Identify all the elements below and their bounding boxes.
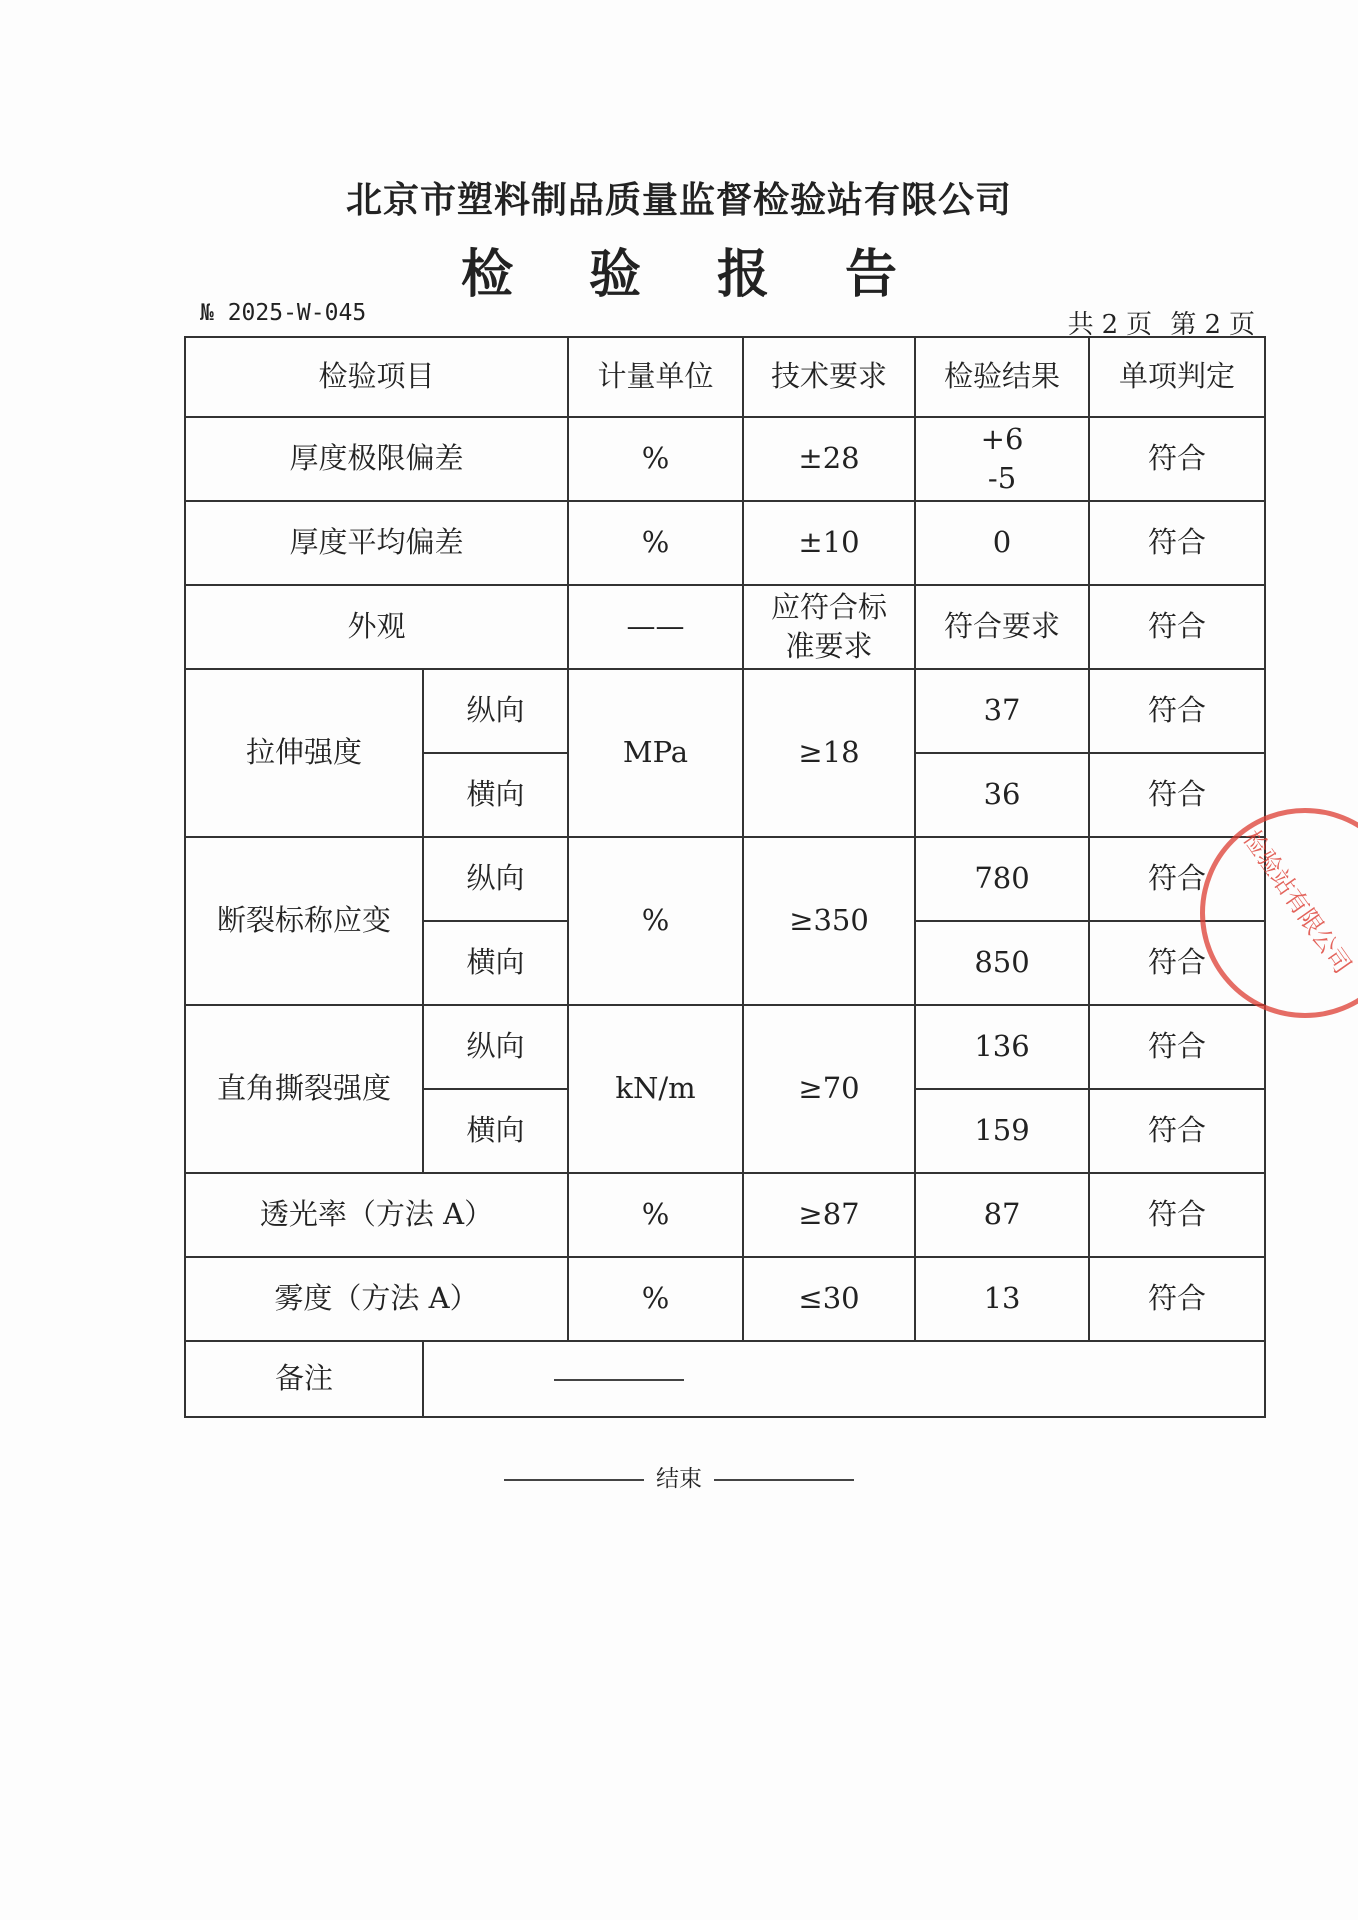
item-name: 外观 xyxy=(185,585,568,669)
result-cell: 850 xyxy=(915,921,1089,1005)
header-item: 检验项目 xyxy=(185,337,568,417)
table-row xyxy=(185,669,1265,753)
unit-cell: % xyxy=(568,837,743,1005)
unit-cell: % xyxy=(568,1173,743,1257)
remarks-row xyxy=(185,1341,1265,1417)
unit-cell: MPa xyxy=(568,669,743,837)
requirement-cell: ≥70 xyxy=(743,1005,915,1173)
verdict-cell: 符合 xyxy=(1089,921,1265,1005)
result-cell: 136 xyxy=(915,1005,1089,1089)
end-marker: 结束 xyxy=(0,1460,1358,1493)
header-unit: 计量单位 xyxy=(568,337,743,417)
unit-cell: % xyxy=(568,417,743,501)
header-verdict: 单项判定 xyxy=(1089,337,1265,417)
item-name: 透光率（方法 A） xyxy=(185,1173,568,1257)
item-name: 厚度平均偏差 xyxy=(185,501,568,585)
verdict-cell: 符合 xyxy=(1089,585,1265,669)
unit-cell: —— xyxy=(568,585,743,669)
verdict-cell: 符合 xyxy=(1089,1173,1265,1257)
verdict-cell: 符合 xyxy=(1089,837,1265,921)
requirement-cell: 应符合标 准要求 xyxy=(743,585,915,669)
requirement-cell: ±28 xyxy=(743,417,915,501)
report-title: 检验报告 xyxy=(460,244,973,305)
stamp-text: 检验站有限公司 xyxy=(1237,825,1357,979)
table-row xyxy=(185,1005,1265,1089)
end-line-right xyxy=(714,1479,854,1481)
verdict-cell: 符合 xyxy=(1089,669,1265,753)
page-indicator: 共 2 页 第 2 页 xyxy=(1067,310,1257,340)
item-name: 断裂标称应变 xyxy=(185,837,423,1005)
header-result: 检验结果 xyxy=(915,337,1089,417)
table-row xyxy=(185,837,1265,921)
item-name: 雾度（方法 A） xyxy=(185,1257,568,1341)
remarks-label: 备注 xyxy=(185,1341,423,1417)
unit-cell: % xyxy=(568,501,743,585)
direction-cell: 横向 xyxy=(423,921,568,1005)
requirement-cell: ≥350 xyxy=(743,837,915,1005)
requirement-cell: ≤30 xyxy=(743,1257,915,1341)
unit-cell: kN/m xyxy=(568,1005,743,1173)
direction-cell: 横向 xyxy=(423,753,568,837)
result-cell: 780 xyxy=(915,837,1089,921)
company-name: 北京市塑料制品质量监督检验站有限公司 xyxy=(345,179,1012,221)
requirement-cell: ≥87 xyxy=(743,1173,915,1257)
result-cell: 符合要求 xyxy=(915,585,1089,669)
report-number: № 2025-W-045 xyxy=(200,300,367,326)
table-row xyxy=(185,417,1265,501)
inspection-table xyxy=(184,336,1266,1418)
verdict-cell: 符合 xyxy=(1089,501,1265,585)
table-row xyxy=(185,585,1265,669)
item-name: 直角撕裂强度 xyxy=(185,1005,423,1173)
result-cell: 159 xyxy=(915,1089,1089,1173)
requirement-cell: ±10 xyxy=(743,501,915,585)
direction-cell: 纵向 xyxy=(423,669,568,753)
remarks-value xyxy=(423,1341,1265,1417)
verdict-cell: 符合 xyxy=(1089,1089,1265,1173)
result-cell: 13 xyxy=(915,1257,1089,1341)
empty-dash xyxy=(554,1379,684,1381)
verdict-cell: 符合 xyxy=(1089,417,1265,501)
result-cell: 87 xyxy=(915,1173,1089,1257)
direction-cell: 横向 xyxy=(423,1089,568,1173)
verdict-cell: 符合 xyxy=(1089,753,1265,837)
item-name: 拉伸强度 xyxy=(185,669,423,837)
table-row xyxy=(185,1257,1265,1341)
requirement-cell: ≥18 xyxy=(743,669,915,837)
direction-cell: 纵向 xyxy=(423,837,568,921)
table-header-row xyxy=(185,337,1265,417)
verdict-cell: 符合 xyxy=(1089,1005,1265,1089)
item-name: 厚度极限偏差 xyxy=(185,417,568,501)
unit-cell: % xyxy=(568,1257,743,1341)
table-row xyxy=(185,501,1265,585)
verdict-cell: 符合 xyxy=(1089,1257,1265,1341)
table-row xyxy=(185,1173,1265,1257)
direction-cell: 纵向 xyxy=(423,1005,568,1089)
result-cell: 0 xyxy=(915,501,1089,585)
result-cell: +6 -5 xyxy=(915,417,1089,501)
result-cell: 36 xyxy=(915,753,1089,837)
header-requirement: 技术要求 xyxy=(743,337,915,417)
end-line-left xyxy=(504,1479,644,1481)
result-cell: 37 xyxy=(915,669,1089,753)
